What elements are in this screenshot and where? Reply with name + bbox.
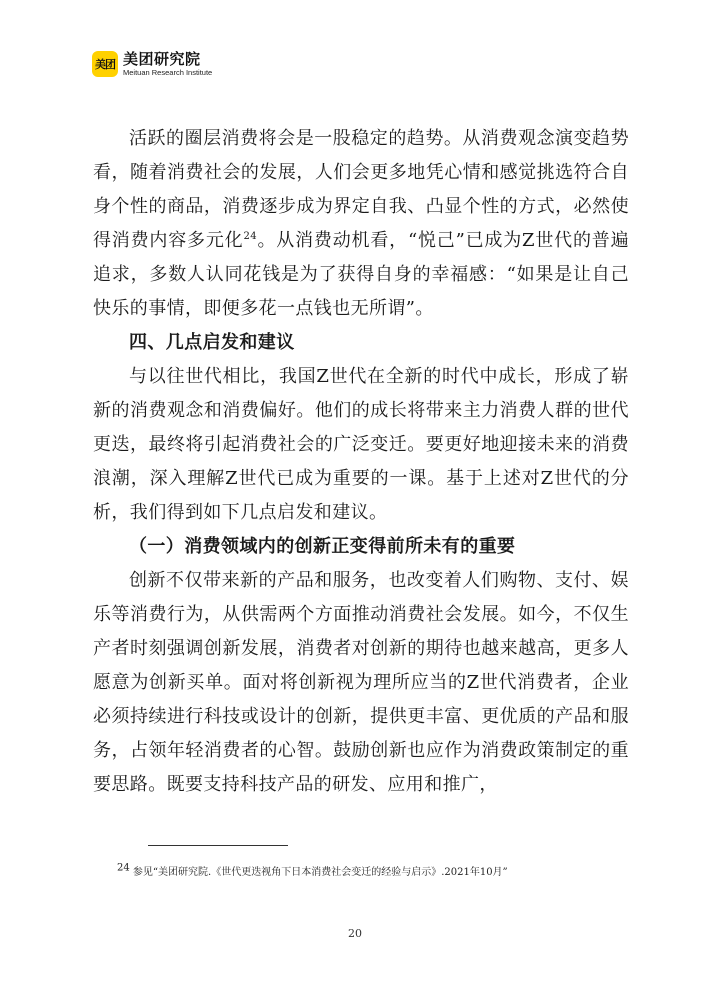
footnote-divider [148, 845, 288, 846]
logo-subtitle: Meituan Research Institute [123, 68, 213, 77]
footnote-text: 参见“美团研究院.《世代更迭视角下日本消费社会变迁的经验与启示》.2021年10月” [129, 867, 508, 878]
document-body [93, 122, 629, 802]
paragraph-3: 创新不仅带来新的产品和服务，也改变着人们购物、支付、娱乐等消费行为，从供需两个方面推动消费社会发展。如今，不仅生产者时刻强调创新发展，消费者对创新的期待也越来越高，更多人愿意为创新买单。面对将创新视为理所应当的Z世代消费者，企业必须持续进行科技或设计的创新，提供更丰富、更优质的产品和服务，占领年轻消费者的心智。鼓励创新也应作为消费政策制定的重要思路。既要支持科技产品的研发、应用和推广， [93, 570, 629, 795]
page-number: 20 [348, 927, 362, 940]
paragraph-1 [93, 122, 629, 326]
footnote [117, 862, 637, 880]
subsection-heading: （一）消费领域内的创新正变得前所未有的重要 [129, 536, 516, 557]
footnote-reference[interactable]: 24 [243, 231, 258, 242]
meituan-logo [92, 47, 212, 81]
footnote-number: 24 [117, 862, 130, 874]
paragraph-2: 与以往世代相比，我国Z世代在全新的时代中成长，形成了崭新的消费观念和消费偏好。他们的成长将带来主力消费人群的世代更迭，最终将引起消费社会的广泛变迁。要更好地迎接未来的消费浪潮，深入理解Z世代已成为重要的一课。基于上述对Z世代的分析，我们得到如下几点启发和建议。 [93, 366, 629, 523]
logo-title: 美团研究院 [123, 50, 201, 68]
section-heading: 四、几点启发和建议 [129, 332, 295, 353]
meituan-logo-mark: 美团 [92, 51, 118, 77]
paragraph-1-text: 活跃的圈层消费将会是一股稳定的趋势。从消费观念演变趋势看，随着消费社会的发展，人们会更多地凭心情和感觉挑选符合自身个性的商品，消费逐步成为界定自我、凸显个性的方式，必然使得消费内容多元化 [93, 128, 629, 251]
paragraph-1-tail: 。从消费动机看，“悦己”已成为Z世代的普遍追求，多数人认同花钱是为了获得自身的幸福感：“如果是让自己快乐的事情，即便多花一点钱也无所谓”。 [93, 230, 629, 319]
logo-text-block [123, 51, 212, 77]
